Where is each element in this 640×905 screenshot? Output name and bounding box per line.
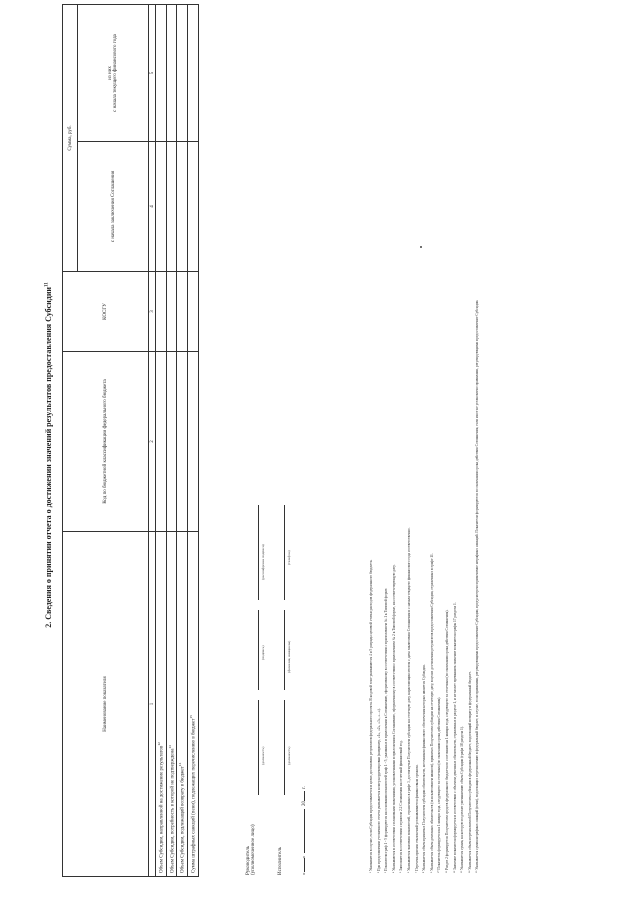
footnote-4: ⁴ Указываются в соответствии с плановыми значениями, установленными в приложении к Соглашению, оформленному в соответствии с приложением № 2 к Типовой форме, на соответствующую дату. xyxy=(391,564,396,873)
executor-name-line[interactable] xyxy=(284,610,285,690)
stray-mark xyxy=(420,246,422,248)
table-row xyxy=(177,4,188,876)
cell-kbk[interactable] xyxy=(156,352,167,532)
col-header-kbk: Код по бюджетной классификации федерального бюджета xyxy=(63,352,149,532)
col-number-2: 2 xyxy=(149,352,156,532)
footnote-13: ¹³ Указывается сумма, на которую подлежит уменьшению объем Субсидии (графа 18 раздела 1). xyxy=(460,726,465,873)
footnote-7: ⁷ Перечень причин отклонений устанавливается финансовым органом. xyxy=(414,764,419,873)
caption-position: (должность) xyxy=(261,746,265,765)
footnote-1: ¹ Указывается в случае, если Субсидия предоставляется в целях достижения результатов федерального проекта. В кодовой зоне указываются 4 и 5 разряды целевой статьи расходов федерального бюджета. xyxy=(369,559,373,873)
cell-kosgu[interactable] xyxy=(177,272,188,352)
cell-sum-current-year[interactable] xyxy=(166,4,177,141)
caption-position-2: (должность) xyxy=(287,746,291,765)
cell-sum-since-agreement[interactable] xyxy=(187,142,198,272)
footnote-10: ¹⁰ Показатель формируется на 1 января года, следующего за отчетным (по окончании срока действия Соглашения). xyxy=(437,696,442,873)
cell-sum-current-year[interactable] xyxy=(187,4,198,141)
footnotes xyxy=(368,13,482,873)
cell-kbk[interactable] xyxy=(187,352,198,532)
cell-kbk[interactable] xyxy=(166,352,177,532)
row-label-directed: Объем Субсидии, направленной на достижение результатов$^{12}$ xyxy=(156,532,167,877)
col-header-sum-current-year: из них с начала текущего финансового года xyxy=(78,4,149,141)
head-name-line[interactable] xyxy=(258,505,259,600)
col-header-kosgu: КОСГУ xyxy=(63,272,149,352)
date-line: «»20г. xyxy=(302,786,307,875)
row-label-penalties: Сумма штрафных санкций (пени), подлежащих перечислению в бюджет$^{15}$ xyxy=(187,532,198,877)
head-signature-line[interactable] xyxy=(258,610,259,690)
row-label-return: Объем Субсидии, подлежащий возврату в бюджет$^{14}$ xyxy=(177,532,188,877)
head-label: Руководитель (уполномоченное лицо) xyxy=(246,824,256,875)
cell-kosgu[interactable] xyxy=(166,272,177,352)
table-row xyxy=(187,4,198,876)
footnote-11: ¹¹ Раздел 2 формируется Получателем средств федерального бюджета по состоянию на 1 января года, следующего за отчетным (по окончании срока действия Соглашения). xyxy=(444,609,449,873)
report-table xyxy=(62,4,199,877)
col-number-5: 5 xyxy=(149,4,156,141)
footnote-3: ³ Показатели граф 1 - 5 формируются на основании показателей граф 1 - 5, указанных в приложении к Соглашению, оформленному в соответствии с приложением № 1 к Типовой форме. xyxy=(384,587,389,873)
cell-kosgu[interactable] xyxy=(187,272,198,352)
head-position-line[interactable] xyxy=(258,700,259,795)
executor-label: Исполнитель xyxy=(278,847,283,875)
footnote-14: ¹⁴ Указывается объем перечисляемой Получателем субсидии в федеральный бюджет, подлежащий возврату в федеральный бюджет. xyxy=(467,671,472,873)
footnote-6: ⁶ Указываются значения показателей, отраженных в графе 3, достигнутые Получателем субсидии на отчетную дату, нарастающим итогом с даты заключения Соглашения и с начала текущего финансового года соответственно. xyxy=(406,527,411,873)
cell-sum-since-agreement[interactable] xyxy=(156,142,167,272)
col-header-sum: Сумма, руб. xyxy=(63,4,78,271)
cell-sum-since-agreement[interactable] xyxy=(177,142,188,272)
footnote-8: ⁸ Указывается объем принятых Получателем субсидии обязательств, источником финансового обеспечения которых является Субсидия. xyxy=(422,664,427,873)
executor-position-line[interactable] xyxy=(284,700,285,795)
col-number-1: 1 xyxy=(149,532,156,877)
table-row xyxy=(166,4,177,876)
cell-kbk[interactable] xyxy=(177,352,188,532)
table-row xyxy=(156,4,167,876)
cell-sum-since-agreement[interactable] xyxy=(166,142,177,272)
col-header-name: Наименование показателя xyxy=(63,532,149,877)
row-label-unconfirmed: Объем Субсидии, потребность в которой не подтверждена$^{13}$ xyxy=(166,532,177,877)
footnote-12: ¹² Значение показателя формируется в соответствии с объемом денежных обязательств, отраженных в разделе 1, и не может превышать значение показателя графы 17 раздела 1. xyxy=(452,602,457,873)
col-header-sum-since-agreement: с начала заключения Соглашения xyxy=(78,142,149,272)
cell-sum-current-year[interactable] xyxy=(156,4,167,141)
footnote-2: ² При представлении уточненного отчета указывается номер корректировки (например, «1», «2», «3», «...»). xyxy=(376,708,381,873)
section-title: 2. Сведения о принятии отчета о достижении значений результатов предоставления Субсидии$^{11}$ xyxy=(44,282,53,628)
caption-name: (расшифровка подписи) xyxy=(261,544,265,580)
caption-phone: (телефон) xyxy=(287,550,291,565)
cell-sum-current-year[interactable] xyxy=(177,4,188,141)
col-number-3: 3 xyxy=(149,272,156,352)
title-footnote-mark: 11 xyxy=(44,282,50,287)
executor-phone-line[interactable] xyxy=(284,505,285,600)
footnote-5: ⁵ Заполняется в соответствии с пунктом 2.2 Соглашения на отчетный финансовый год. xyxy=(399,740,404,873)
caption-fio: (фамилия, инициалы) xyxy=(287,640,291,673)
caption-signature: (подпись) xyxy=(261,645,265,660)
footnote-15: ¹⁵ Указывается сумма штрафных санкций (пени), подлежащих перечислению в федеральный бюджет, в случае, если правилами, регулирующими предоставление Субсидии, предусмотрено применение штрафных санкций. Показатели формируются по окончании срока действия Соглашения, если иное не установлено правилами, регулирующими предоставление Субсидии. xyxy=(475,299,480,873)
footnote-9: ⁹ Указывается объем денежных обязательств (за исключением авансов), принятых Получателем субсидии на отчетную дату, в целях достижения результатов предоставления Субсидии, отраженных в графе 11. xyxy=(429,553,434,873)
cell-kosgu[interactable] xyxy=(156,272,167,352)
col-number-4: 4 xyxy=(149,142,156,272)
